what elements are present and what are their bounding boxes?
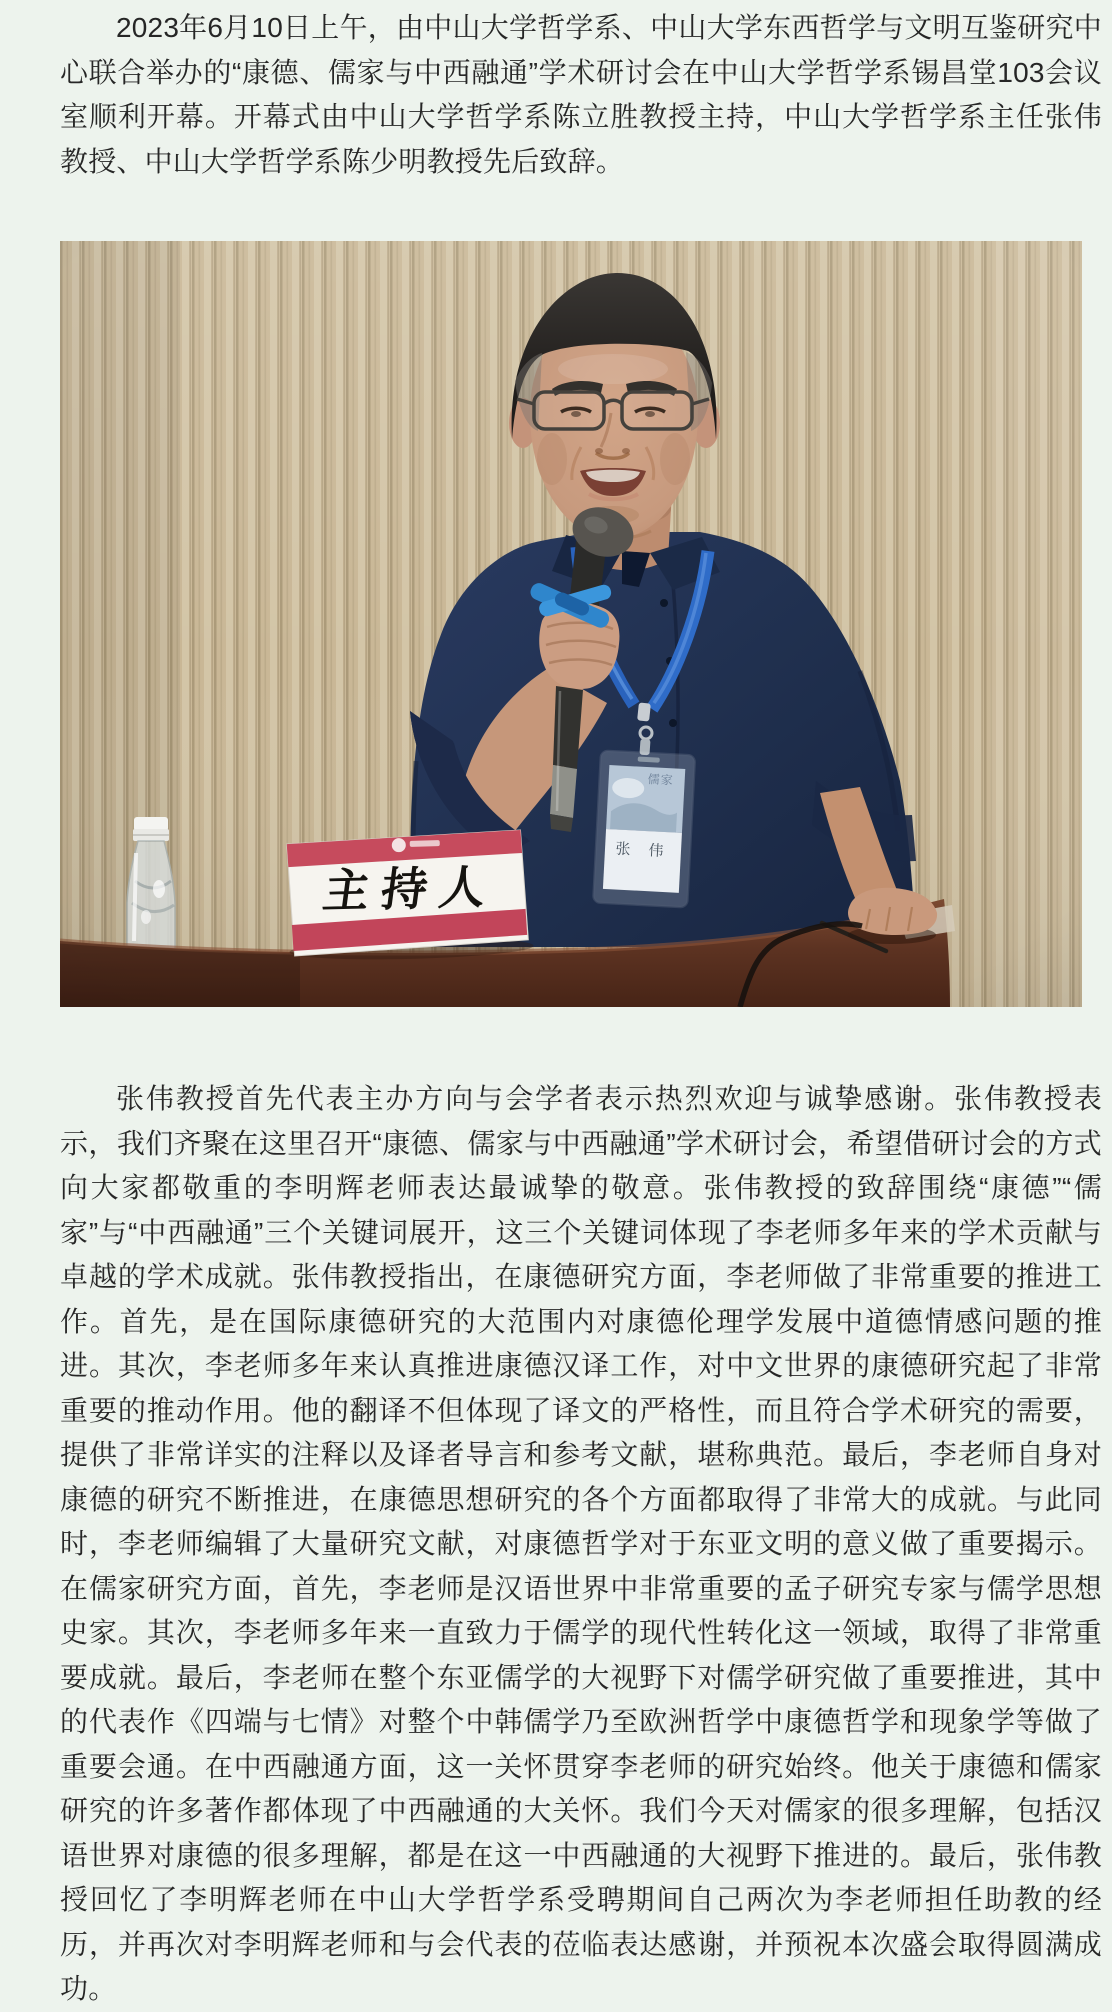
paragraph-speech: 张伟教授首先代表主办方向与会学者表示热烈欢迎与诚挚感谢。张伟教授表示，我们齐聚在这里召开“康德、儒家与中西融通”学术研讨会，希望借研讨会的方式向大家都敬重的李明辉老师表达最诚挚的敬意。张伟教授的致辞围绕“康德”“儒家”与“中西融通”三个关键词展开，这三个关键词体现了李老师多年来的学术贡献与卓越的学术成就。张伟教授指出，在康德研究方面，李老师做了非常重要的推进工作。首先，是在国际康德研究的大范围内对康德伦理学发展中道德情感问题的推进。其次，李老师多年来认真推进康德汉译工作，对中文世界的康德研究起了非常重要的推动作用。他的翻译不但体现了译文的严格性，而且符合学术研究的需要，提供了非常详实的注释以及译者导言和参考文献，堪称典范。最后，李老师自身对康德的研究不断推进，在康德思想研究的各个方面都取得了非常大的成就。与此同时，李老师编辑了大量研究文献，对康德哲学对于东亚文明的意义做了重要揭示。在儒家研究方面，首先，李老师是汉语世界中非常重要的孟子研究专家与儒学思想史家。其次，李老师多年来一直致力于儒学的现代性转化这一领域，取得了非常重要成就。最后，李老师在整个东亚儒学的大视野下对儒学研究做了重要推进，其中的代表作《四端与七情》对整个中韩儒学乃至欧洲哲学中康德哲学和现象学等做了重要会通。在中西融通方面，这一关怀贯穿李老师的研究始终。他关于康德和儒家研究的许多著作都体现了中西融通的大关怀。我们今天对儒家的很多理解，包括汉语世界对康德的很多理解，都是在这一中西融通的大视野下推进的。最后，张伟教授回忆了李明辉老师在中山大学哲学系受聘期间自己两次为李老师担任助教的经历，并再次对李明辉老师和与会代表的莅临表达感谢，并预祝本次盛会取得圆满成功。 bbox=[60, 1083, 1102, 2004]
paragraph-opening: 2023年6月10日上午，由中山大学哲学系、中山大学东西哲学与文明互鉴研究中心联合举办的“康德、儒家与中西融通”学术研讨会在中山大学哲学系锡昌堂103会议室顺利开幕。开幕式由中山大学哲学系陈立胜教授主持，中山大学哲学系主任张伟教授、中山大学哲学系陈少明教授先后致辞。 bbox=[60, 12, 1102, 177]
conference-photo[interactable] bbox=[60, 241, 1082, 1007]
article-page bbox=[0, 6, 1112, 2012]
